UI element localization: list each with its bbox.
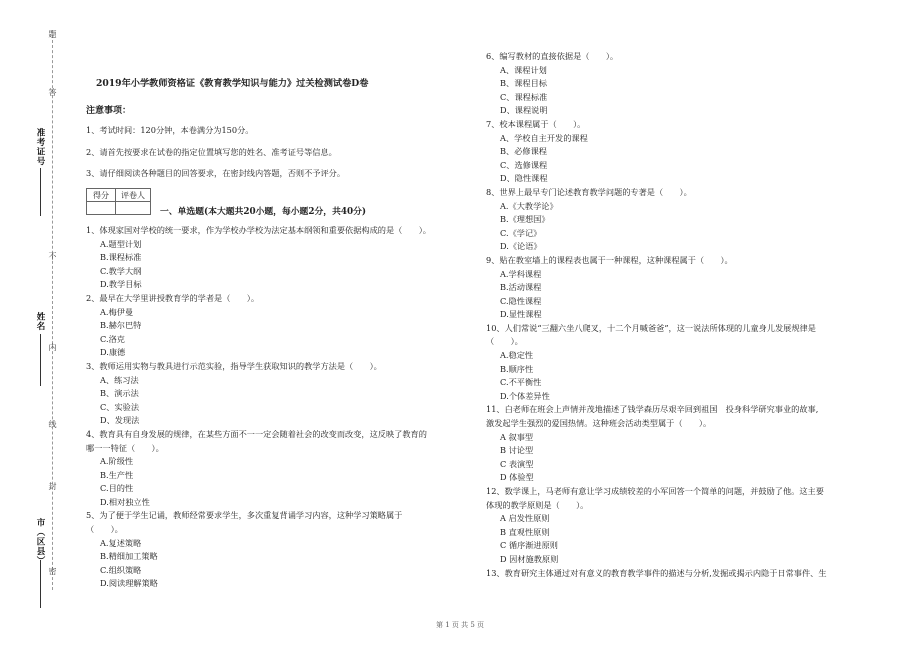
question-text: 9、贴在教室墙上的课程表也属于一种课程，这种课程属于（ ）。 <box>486 254 733 265</box>
question-text: 2、最早在大学里讲授教育学的学者是（ ）。 <box>86 292 260 303</box>
question-text: 10、人们常说“三翻六坐八爬叉，十二个月喊爸爸”，这一说法所体现的儿童身儿发展规律是 <box>486 322 816 333</box>
option[interactable]: C.目的性 <box>100 483 134 494</box>
option[interactable]: B.精细加工策略 <box>100 551 158 562</box>
question-2 <box>86 292 476 360</box>
option[interactable]: A、练习法 <box>100 374 139 385</box>
margin-label-nei: 内 <box>48 343 57 352</box>
note-item: 3、请仔细阅读各种题目的回答要求，在密封线内答题，否则不予评分。 <box>86 168 346 178</box>
exam-number-field[interactable] <box>40 168 41 216</box>
question-text: 11、白老师在班会上声情并茂地描述了钱学森历尽艰辛回到祖国 投身科学研究事业的故事, <box>486 404 819 415</box>
option[interactable]: C.隐性课程 <box>500 295 542 306</box>
option[interactable]: C、选修课程 <box>500 159 548 170</box>
note-item: 2、请首先按要求在试卷的指定位置填写您的姓名、准考证号等信息。 <box>86 147 337 157</box>
note-item: 1、考试时间：120分钟，本卷满分为150分。 <box>86 125 254 135</box>
city-field[interactable] <box>40 560 41 608</box>
score-table <box>86 188 151 215</box>
page-title: 2019年小学教师资格证《教育教学知识与能力》过关检测试卷D卷 <box>96 78 369 89</box>
binding-margin <box>0 0 75 650</box>
question-text: 1、体现家国对学校的统一要求，作为学校办学校为法定基本纲领和重要依据构成的是（ ）。 <box>86 225 431 235</box>
option[interactable]: A 启发性原则 <box>500 513 550 524</box>
option[interactable]: C.《学记》 <box>500 227 542 238</box>
option[interactable]: B.活动课程 <box>500 282 542 293</box>
option[interactable]: C、实验法 <box>100 401 140 412</box>
name-field[interactable] <box>40 334 41 386</box>
grader-header: 评卷人 <box>116 189 151 202</box>
option[interactable]: D 体验型 <box>500 472 534 483</box>
question-1 <box>86 224 476 292</box>
option[interactable]: B.课程标准 <box>100 252 142 263</box>
option[interactable]: A、课程计划 <box>500 64 547 75</box>
question-8 <box>486 186 886 254</box>
option[interactable]: D、课程说明 <box>500 105 548 116</box>
question-text: 3、教师运用实物与教具进行示范实验，指导学生获取知识的教学方法是（ ）。 <box>86 360 382 371</box>
option[interactable]: A、学校自主开发的课程 <box>500 132 588 143</box>
name-label: 姓名 <box>35 312 45 331</box>
option[interactable]: D.个体差异性 <box>500 390 550 401</box>
question-text-cont: （ ）。 <box>86 524 123 535</box>
option[interactable]: D 因材施教原则 <box>500 553 559 564</box>
question-text-cont: 哪一一特征（ ）。 <box>86 442 164 453</box>
option[interactable]: C.组织策略 <box>100 564 142 575</box>
question-11 <box>486 403 886 485</box>
left-question-column <box>86 224 476 591</box>
question-4 <box>86 428 476 510</box>
option[interactable]: D.相对独立性 <box>100 496 150 507</box>
section-title: 一、单选题(本大题共20小题，每小题2分，共40分) <box>160 207 367 217</box>
option[interactable]: B、课程目标 <box>500 78 547 89</box>
option[interactable]: A 叙事型 <box>500 431 534 442</box>
margin-label-mi: 密 <box>48 567 57 576</box>
option[interactable]: D、发现法 <box>100 415 140 426</box>
option[interactable]: B.顺序性 <box>500 363 534 374</box>
option[interactable]: B.赫尔巴特 <box>100 320 142 331</box>
option[interactable]: B.《理想国》 <box>500 214 550 225</box>
option[interactable]: D.教学目标 <box>100 279 142 290</box>
option[interactable]: A.复述策略 <box>100 537 142 548</box>
option[interactable]: C、课程标准 <box>500 91 548 102</box>
option[interactable]: D.《论语》 <box>500 241 542 252</box>
question-text: 8、世界上最早专门论述教育教学问题的专著是（ ）。 <box>486 186 692 197</box>
question-text-cont: 激发起学生强烈的爱国热情。这种班会活动类型属于（ ）。 <box>486 418 712 429</box>
question-10 <box>486 322 886 404</box>
question-6 <box>486 50 886 118</box>
exam-number-label: 准考证号 <box>35 128 45 166</box>
question-9 <box>486 254 886 322</box>
right-question-column <box>486 50 886 580</box>
option[interactable]: B.生产性 <box>100 469 134 480</box>
option[interactable]: B 讨论型 <box>500 445 534 456</box>
option[interactable]: C.不平衡性 <box>500 377 542 388</box>
option[interactable]: B、必修课程 <box>500 146 547 157</box>
question-text: 7、校本课程属于（ ）。 <box>486 118 586 129</box>
notice-heading: 注意事项： <box>86 106 132 116</box>
question-13 <box>486 567 886 581</box>
margin-label-ti: 题 <box>48 30 57 39</box>
option[interactable]: A.《大教学论》 <box>500 200 558 211</box>
option[interactable]: A.学科课程 <box>500 268 542 279</box>
option[interactable]: D.显性课程 <box>500 309 542 320</box>
question-12 <box>486 485 886 567</box>
margin-label-da: 答 <box>48 88 57 97</box>
option[interactable]: C 循序渐进原则 <box>500 540 558 551</box>
option[interactable]: D、隐性课程 <box>500 173 548 184</box>
score-header: 得分 <box>87 189 116 202</box>
grader-cell[interactable] <box>116 202 151 215</box>
option[interactable]: C.洛克 <box>100 333 125 344</box>
question-text: 12、数学课上，马老师有意让学习成绩较差的小军回答一个简单的问题，并鼓励了他。这主要 <box>486 486 824 496</box>
page-footer: 第 1 页 共 5 页 <box>435 621 485 629</box>
option[interactable]: D.康德 <box>100 347 126 358</box>
question-text: 6、编写教材的直接依据是（ ）。 <box>486 51 619 61</box>
question-text-cont: 体现的教学原则是（ ）。 <box>486 499 589 510</box>
question-3 <box>86 360 476 428</box>
option[interactable]: B 直观性原则 <box>500 526 550 537</box>
option[interactable]: A.阶级性 <box>100 456 134 467</box>
option[interactable]: A.稳定性 <box>500 350 534 361</box>
question-5 <box>86 509 476 591</box>
option[interactable]: D.阅读理解策略 <box>100 578 158 589</box>
city-label: 市（区县） <box>35 518 45 566</box>
score-cell[interactable] <box>87 202 116 215</box>
question-text: 4、教育具有自身发展的规律，在某些方面不一一定会随着社会的改变而改变，这反映了教育的 <box>86 428 427 439</box>
margin-label-feng: 封 <box>48 482 57 491</box>
seal-dashed-line <box>52 30 53 590</box>
option[interactable]: B、演示法 <box>100 388 139 399</box>
option[interactable]: C.教学大纲 <box>100 265 142 276</box>
question-text: 5、为了便于学生记诵，教师经常要求学生，多次重复背诵学习内容，这种学习策略属于 <box>86 510 403 521</box>
question-text: 13、教育研究主体通过对有意义的教育教学事件的描述与分析,发掘或揭示内隐于日常事件、生 <box>486 567 827 578</box>
margin-label-xian: 线 <box>48 420 57 429</box>
option[interactable]: A.题型计划 <box>100 238 142 249</box>
question-7 <box>486 118 886 186</box>
option[interactable]: C 表演型 <box>500 458 534 469</box>
option[interactable]: A.梅伊曼 <box>100 306 134 317</box>
margin-label-bu: 不 <box>48 252 57 261</box>
question-text-cont: （ ）。 <box>486 336 523 347</box>
